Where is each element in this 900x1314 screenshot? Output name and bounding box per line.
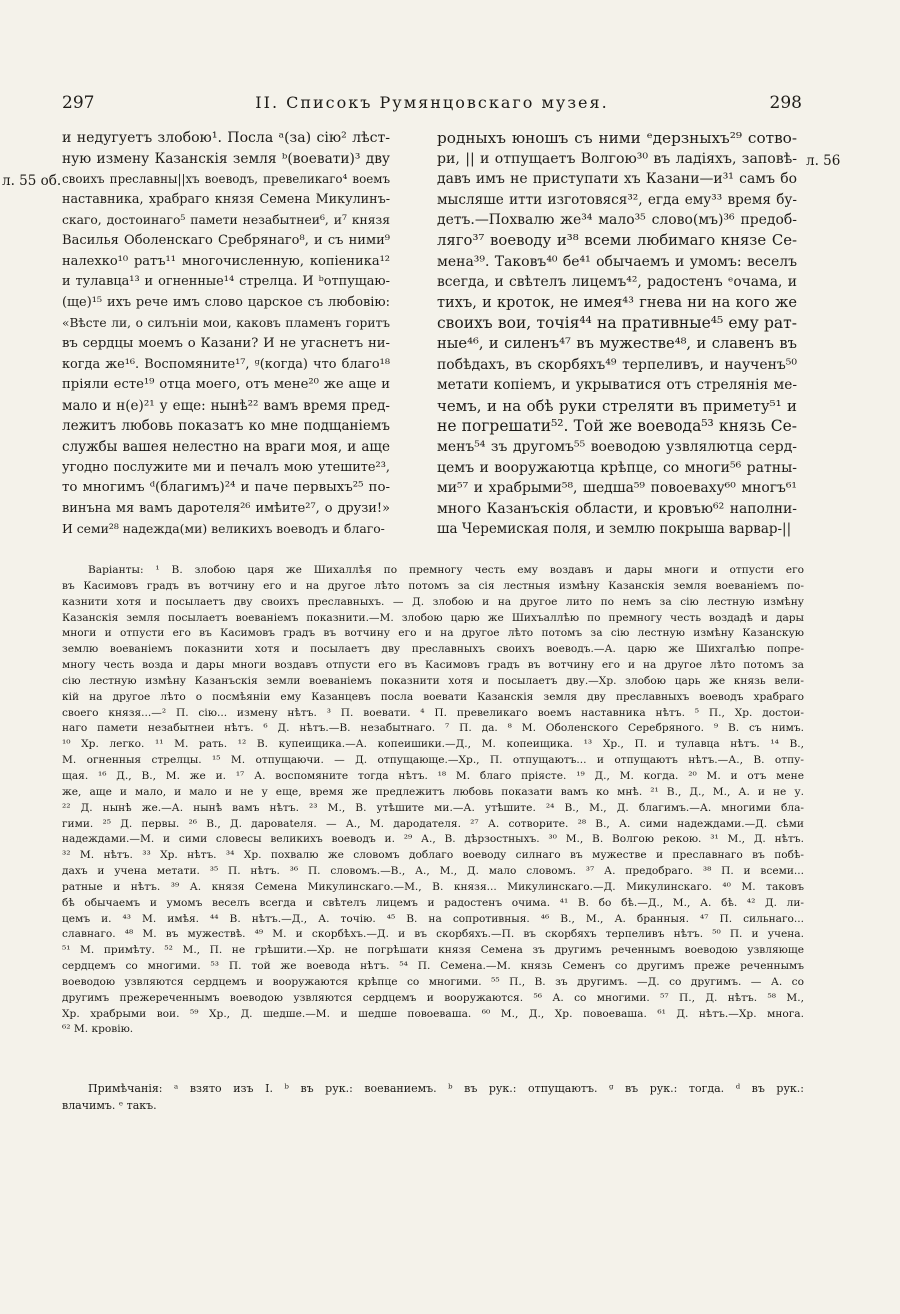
text-line: то многимъ ᵈ(благимъ)²⁴ и паче первыхъ²⁵ по- [62, 480, 390, 496]
variant-line: наго памети незабытнеи нѣтъ. ⁶ Д. нѣтъ.—В. незабытнаго. ⁷ П. да. ⁸ М. Оболенского Серебряного. ⁹ В. съ нимъ. [62, 722, 804, 735]
text-line: лежитъ любовь показатъ ко мне подщаніемъ [62, 418, 390, 435]
text-line: «Вѣсте ли, о силъніи мои, каковъ пламенъ горитъ [62, 316, 390, 331]
text-line: Василья Оболенскаго Сребрянаго⁸, и съ ними⁹ [62, 232, 390, 248]
text-line: побѣдахъ, въ скорбяхъ⁴⁹ терпеливъ, и наученъ⁵⁰ [437, 356, 797, 373]
variant-line: цемъ и. ⁴³ М. имѣя. ⁴⁴ В. нѣтъ.—Д., А. точію. ⁴⁵ В. на сопротивныя. ⁴⁶ В., М., А. бранныя. ⁴⁷ П. сильнаго... [62, 912, 804, 925]
text-line: тихъ, и кроток, не имея⁴³ гнева ни на кого же [437, 293, 797, 311]
note-line: Примѣчанія: ᵃ взято изъ I. ᵇ въ рук.: воеваниемъ. ᵇ въ рук.: отпущаютъ. ᵍ въ рук.: тогда. ᵈ въ рук.: [88, 1082, 804, 1095]
variant-line: дахъ и учена метати. ³⁵ П. нѣтъ. ³⁶ П. словомъ.—В., А., М., Д. мало словомъ. ³⁷ А. предобраго. ³⁸ П. и всеми... [62, 865, 804, 878]
variant-line: ³² М. нѣтъ. ³³ Хр. нѣтъ. ³⁴ Хр. похвалю же словомъ доблаго воеводу силнаго въ мужестве и преславнаго въ побѣ- [62, 849, 804, 862]
variant-line: ратные и нѣтъ. ³⁹ А. князя Семена Микулинскаго.—М., В. князя... Микулинскаго.—Д. Микулинскаго. ⁴⁰ М. таковъ [62, 880, 804, 893]
text-line: ляго³⁷ воеводу и³⁸ всеми любимаго князе Се- [437, 231, 797, 249]
text-line: ную измену Казанскія земля ᵇ(воевати)³ дву [62, 150, 390, 167]
left-text-column [62, 128, 390, 540]
variant-line: въ Касимовъ градъ въ вотчину его и на другое лѣто потомъ за сія лестныя измѣну Казанскія земля воеваніемъ по- [62, 579, 804, 592]
editorial-notes [62, 1080, 804, 1114]
text-line: чемъ, и на обѣ руки стреляти въ примету⁵¹ и [437, 396, 797, 415]
variant-line: землю воеваніемъ показнити хотя и посылаетъ дву преславныхъ своихъ воеводъ.—А. царю же Шихгалѣю попре- [62, 643, 804, 656]
variant-line: надеждами.—М. и сими словесы великихъ воеводъ и. ²⁹ А., В. дѣрзостныхъ. ³⁰ М., В. Волгою рекою. ³¹ М., Д. нѣтъ. [62, 833, 804, 846]
variants-apparatus [62, 563, 804, 1038]
text-line: наставника, храбраго князя Семена Микулинъ- [62, 191, 390, 207]
text-line: въ сердцы моемъ о Казани? И не угаснетъ ни- [62, 335, 390, 351]
variant-line: сію лестную измѣну Казанъскія земли воеваніемъ показнити хотя и посылаетъ дву.—Хр. злобою царь же князь вели- [62, 674, 804, 687]
variant-line: казнити хотя и посылаетъ дву своихъ преславныхъ. — Д. злобою и на другое лито по немъ за сію лестную измѣну [62, 595, 804, 608]
variant-line: своего князя...—² П. сію... измену нѣтъ. ³ П. воевати. ⁴ П. превеликаго воемъ наставника нѣтъ. ⁵ П., Хр. достои- [62, 706, 804, 719]
text-line: не погрешати⁵². Той же воевода⁵³ князь Се- [437, 417, 797, 436]
variant-line: сердцемъ со многими. ⁵³ П. той же воевода нѣтъ. ⁵⁴ П. Семена.—М. князь Семенъ со другимъ преже реченнымъ [62, 960, 804, 973]
margin-folio-right: л. 56 [806, 153, 841, 169]
text-line: давъ имъ не приступати хъ Казани—и³¹ самъ бо [437, 171, 797, 188]
variant-line: Казанскія земля посылаетъ воеваніемъ показнити.—М. злобою царю же Шихъаллѣю по премногу честь воздадѣ и дары [62, 611, 804, 624]
text-line: ша Черемиская поля, и землю покрыша варвар-|| [437, 521, 792, 538]
right-text-column [437, 128, 797, 540]
text-line: цемъ и вооружаютца крѣпце, со многи⁵⁶ ратны- [437, 459, 797, 476]
running-title: II. Списокъ Румянцовскаго музея. [255, 93, 609, 112]
page-number-left: 297 [62, 93, 95, 113]
variant-line: Хр. храбрыми вои. ⁵⁹ Хр., Д. шедше.—М. и шедше повоеваша. ⁶⁰ М., Д., Хр. повоеваша. ⁶¹ Д. нѣтъ.—Хр. многа. [62, 1007, 804, 1020]
variant-line: воеводою узвляются сердцемъ и вооружаются крѣпце со многими. ⁵⁵ П., В. зъ другимъ. —Д. со другимъ. — А. со [62, 975, 804, 988]
text-line: своихъ преславны||хъ воеводъ, превеликаго⁴ воемъ [62, 172, 390, 187]
text-line: пріяли есте¹⁹ отца моего, отъ мене²⁰ же аще и [62, 377, 390, 393]
page-number-right: 298 [769, 93, 802, 113]
text-line: скаго, достоинаго⁵ памети незабытнеи⁶, и⁷ князя [62, 213, 390, 228]
text-line: угодно послужите ми и печалъ мою утешите²³, [62, 459, 390, 475]
text-line: менъ⁵⁴ зъ другомъ⁵⁵ воеводою узвлялютца серд- [437, 438, 797, 455]
variant-line: бѣ обычаемъ и умомъ веселъ всегда и свѣтелъ лицемъ и радостенъ очима. ⁴¹ В. бо бѣ.—Д., М., А. бѣ. ⁴² Д. ли- [62, 896, 804, 909]
variant-line: другимъ прежереченнымъ воеводою узвляются сердцемъ и вооружаются. ⁵⁶ А. со многими. ⁵⁷ П., Д. нѣтъ. ⁵⁸ М., [62, 991, 804, 1004]
text-line: ми⁵⁷ и храбрыми⁵⁸, шедша⁵⁹ повоеваху⁶⁰ многъ⁶¹ [437, 480, 797, 497]
variant-line: гими. ²⁵ Д. первы. ²⁶ В., Д. даровateля. — А., М. дародателя. ²⁷ А. сотворите. ²⁸ В., А. сими надеждами.—Д. сѣми [62, 817, 804, 830]
text-line: всегда, и свѣтелъ лицемъ⁴², радостенъ ᵉочама, и [437, 274, 797, 291]
text-line: И семи²⁸ надежда(ми) великихъ воеводъ и благо- [62, 522, 385, 537]
text-line: метати копіемъ, и укрыватися отъ стрелянія ме- [437, 377, 797, 394]
text-line: ри, || и отпущаетъ Волгою³⁰ въ ладіяхъ, заповѣ- [437, 150, 797, 167]
variant-line: ⁶² М. кровію. [62, 1023, 134, 1036]
text-line: ные⁴⁶, и силенъ⁴⁷ въ мужестве⁴⁸, и славенъ въ [437, 334, 797, 352]
text-line: службы вашея нелестно на враги моя, и аще [62, 438, 390, 455]
variant-line: Варіанты: ¹ В. злобою царя же Шихаллѣя по премногу честь ему воздавъ и дары многи и отпусти его [88, 564, 804, 576]
text-line: и тулавца¹³ и огненные¹⁴ стрелца. И ᵇотпущаю- [62, 274, 390, 290]
text-line: (ще)¹⁵ ихъ рече имъ слово царское съ любовію: [62, 294, 390, 310]
variant-line: многу честь возда и дары многи воздавъ отпусти его въ Касимовъ градъ въ вотчину его и на другое лѣто потомъ за [62, 659, 804, 672]
variant-line: славнаго. ⁴⁸ М. въ мужествѣ. ⁴⁹ М. и скорбѣхъ.—Д. и въ скорбяхъ.—П. въ скорбяхъ терпеливъ нѣтъ. ⁵⁰ П. и учена. [62, 928, 804, 941]
variant-line: ¹⁰ Хр. легко. ¹¹ М. рать. ¹² В. купеищика.—А. копеишики.—Д., М. копеищика. ¹³ Хр., П. и тулавца нѣтъ. ¹⁴ В., [62, 738, 804, 751]
page-header [62, 93, 802, 119]
variant-line: же, аще и мало, и мало и не у еще, время же предлежитъ любовь показати вамъ ко мнѣ. ²¹ В., Д., М., А. и не у. [62, 785, 804, 798]
variant-line: М. огненныя стрелцы. ¹⁵ М. отпущаючи. — Д. отпущающе.—Хр., П. отпущаютъ... и отпущаютъ нѣтъ.—А., В. отпу- [62, 754, 804, 767]
variant-line: кій на другое лѣто о посмѣяніи ему Казанцевъ посла воевати Казанскія земля дву преславныхъ воеводъ храбраго [62, 690, 804, 703]
text-line: налехко¹⁰ ратъ¹¹ многочисленную, копіеника¹² [62, 253, 390, 269]
text-line: мысляше итти изготовяся³², егда ему³³ время бу- [437, 191, 797, 208]
variant-line: щая. ¹⁶ Д., В., М. же и. ¹⁷ А. воспомяните тогда нѣтъ. ¹⁸ М. благо пріясте. ¹⁹ Д., М. когда. ²⁰ М. и отъ мене [62, 769, 804, 782]
text-line: когда же¹⁶. Воспомяните¹⁷, ᵍ(когда) что благо¹⁸ [62, 356, 390, 372]
variant-line: многи и отпусти его въ Касимовъ градъ въ вотчину его и на другое лѣто потомъ за сію лестную измѣну Казанскую [62, 627, 804, 640]
note-line: влачимъ. ᵉ такъ. [62, 1099, 157, 1112]
text-line: родныхъ юношъ съ ними ᵉдерзныхъ²⁹ сотво- [437, 129, 797, 147]
text-line: и недугуетъ злобою¹. Посла ᵃ(за) сію² лѣст- [62, 130, 390, 146]
text-line: много Казанъскія области, и кровъю⁶² наполни- [437, 500, 797, 517]
text-line: винъна мя вамъ даротеля²⁶ имѣите²⁷, о друзи!» [62, 500, 390, 516]
text-line: своихъ вои, точія⁴⁴ на пративные⁴⁵ ему рат- [437, 314, 797, 333]
text-line: мало и н(е)²¹ у еще: нынѣ²² вамъ время пред- [62, 397, 390, 414]
variant-line: ⁵¹ М. примѣту. ⁵² М., П. не грѣшити.—Хр. не погрѣшати князя Семена зъ другимъ реченнымъ воеводою узвляюще [62, 944, 804, 957]
margin-folio-left: л. 55 об. [2, 173, 62, 189]
variant-line: ²² Д. нынѣ же.—А. нынѣ вамъ нѣтъ. ²³ М., В. утѣшите ми.—А. утѣшите. ²⁴ В., М., Д. благимъ.—А. многими бла- [62, 801, 804, 814]
text-line: мена³⁹. Таковъ⁴⁰ бе⁴¹ обычаемъ и умомъ: веселъ [437, 253, 797, 270]
text-line: детъ.—Похвалю же³⁴ мало³⁵ слово(мъ)³⁶ предоб- [437, 212, 797, 229]
